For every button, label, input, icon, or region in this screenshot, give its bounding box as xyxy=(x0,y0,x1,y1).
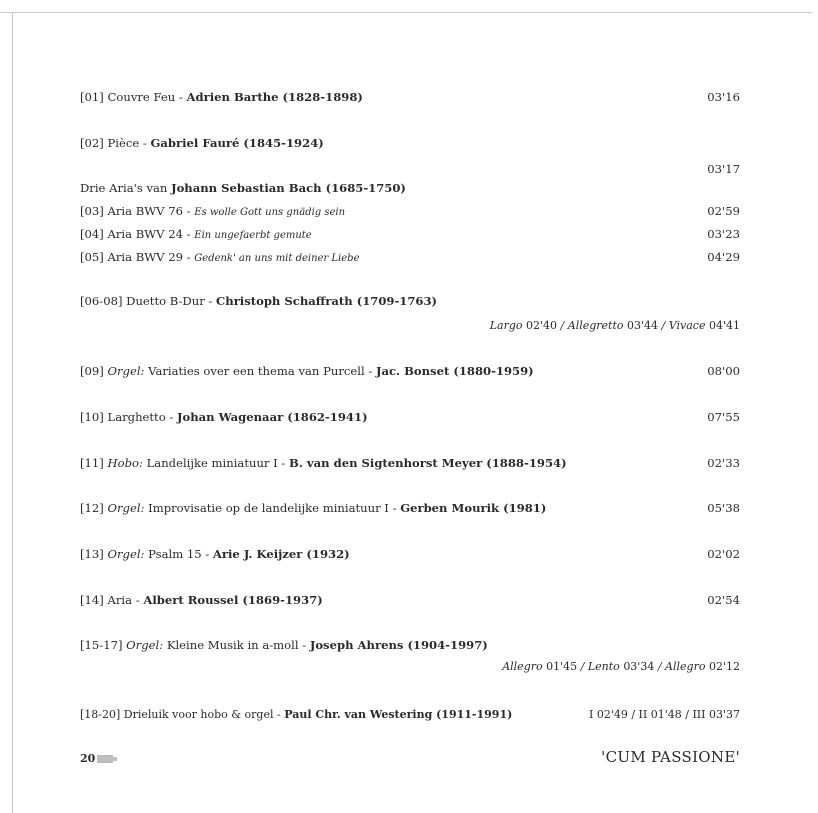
track-row xyxy=(80,593,740,607)
track-number: [02] xyxy=(80,136,104,150)
track-duration: 03'16 xyxy=(707,90,740,104)
track-instrument: Hobo: xyxy=(107,456,143,470)
track-title: Aria BWV 24 - xyxy=(107,227,195,241)
track-row xyxy=(80,410,740,424)
track-duration: 02'02 xyxy=(707,547,740,561)
track-number: [12] xyxy=(80,501,104,515)
track-title: Aria - xyxy=(107,593,144,607)
track-duration: 08'00 xyxy=(707,364,740,378)
movement-name: Allegretto xyxy=(567,319,624,332)
movement-list: Largo 02'40 / Allegretto 03'44 / Vivace 04'41 xyxy=(489,319,740,332)
track-row xyxy=(80,90,740,104)
track-duration: 04'29 xyxy=(707,250,740,264)
track-row xyxy=(80,227,740,243)
track-title: Variaties over een thema van Purcell - xyxy=(148,364,376,378)
track-number: [13] xyxy=(80,547,104,561)
section-intro-composer: Johann Sebastian Bach (1685-1750) xyxy=(171,181,406,195)
track-number: [09] xyxy=(80,364,104,378)
track-composer: Paul Chr. van Westering (1911-1991) xyxy=(284,708,513,721)
track-subtitle: Ein ungefaerbt gemute xyxy=(194,230,312,241)
movement-duration: 03'34 xyxy=(623,660,655,673)
track-row xyxy=(80,294,740,308)
track-composer: Albert Roussel (1869-1937) xyxy=(143,593,323,607)
track-duration: 03'23 xyxy=(707,227,740,241)
track-row xyxy=(80,136,740,150)
track-row xyxy=(80,708,740,722)
movement-name: Largo xyxy=(489,319,523,332)
track-row xyxy=(80,547,740,561)
movement-duration: 03'44 xyxy=(627,319,659,332)
track-composer: Johan Wagenaar (1862-1941) xyxy=(177,410,368,424)
page-number xyxy=(80,752,119,765)
track-composer: Gerben Mourik (1981) xyxy=(400,501,547,515)
track-row xyxy=(80,250,740,266)
movement-name: Allegro xyxy=(665,660,706,673)
track-number: [15-17] xyxy=(80,638,123,652)
staff-lines-icon xyxy=(97,754,119,764)
movement-duration: 04'41 xyxy=(708,319,740,332)
track-instrument: Orgel: xyxy=(107,547,145,561)
album-title: 'CUM PASSIONE' xyxy=(601,748,740,766)
track-number: [11] xyxy=(80,456,104,470)
track-instrument: Orgel: xyxy=(107,501,145,515)
track-title: Aria BWV 29 - xyxy=(107,250,195,264)
track-duration: I 02'49 / II 01'48 / III 03'37 xyxy=(588,708,740,721)
track-row xyxy=(80,501,740,515)
track-composer: Gabriel Fauré (1845-1924) xyxy=(150,136,324,150)
track-row xyxy=(80,364,740,378)
track-number: [03] xyxy=(80,204,104,218)
track-instrument: Orgel: xyxy=(107,364,145,378)
movement-duration: 02'12 xyxy=(708,660,740,673)
track-title: Drieluik voor hobo & orgel - xyxy=(123,708,285,721)
track-composer: Jac. Bonset (1880-1959) xyxy=(375,364,534,378)
track-title: Kleine Musik in a-moll - xyxy=(166,638,310,652)
track-number: [10] xyxy=(80,410,104,424)
track-number: [06-08] xyxy=(80,294,123,308)
track-composer: Joseph Ahrens (1904-1997) xyxy=(309,638,488,652)
movement-name: Vivace xyxy=(668,319,706,332)
page-border-top xyxy=(0,12,812,13)
track-composer: Arie J. Keijzer (1932) xyxy=(212,547,350,561)
page-border-left xyxy=(12,12,13,813)
track-title: Pièce - xyxy=(107,136,151,150)
track-duration-row xyxy=(80,162,740,176)
track-duration: 02'54 xyxy=(707,593,740,607)
track-duration: 05'38 xyxy=(707,501,740,515)
movement-name: Allegro xyxy=(502,660,543,673)
section-intro-text: Drie Aria's van xyxy=(80,181,172,195)
track-instrument: Orgel: xyxy=(126,638,164,652)
section-intro xyxy=(80,181,740,195)
track-number: [14] xyxy=(80,593,104,607)
page-number-text: 20 xyxy=(80,752,96,765)
track-number: [01] xyxy=(80,90,104,104)
track-duration: 02'33 xyxy=(707,456,740,470)
track-composer: Adrien Barthe (1828-1898) xyxy=(186,90,363,104)
track-number: [04] xyxy=(80,227,104,241)
track-title: Psalm 15 - xyxy=(148,547,213,561)
track-subtitle: Es wolle Gott uns gnädig sein xyxy=(194,207,346,218)
track-duration: 07'55 xyxy=(707,410,740,424)
track-title: Duetto B-Dur - xyxy=(126,294,217,308)
track-title: Landelijke miniatuur I - xyxy=(146,456,290,470)
movement-name: Lento xyxy=(587,660,620,673)
track-title: Improvisatie op de landelijke miniatuur I - xyxy=(148,501,401,515)
track-row xyxy=(80,456,740,470)
movement-list: Allegro 01'45 / Lento 03'34 / Allegro 02'12 xyxy=(502,660,740,673)
track-number: [05] xyxy=(80,250,104,264)
track-duration: 03'17 xyxy=(707,162,740,176)
track-row xyxy=(80,204,740,220)
track-subtitle: Gedenk' an uns mit deiner Liebe xyxy=(194,253,360,264)
track-composer: B. van den Sigtenhorst Meyer (1888-1954) xyxy=(289,456,567,470)
track-row xyxy=(80,638,740,652)
track-number: [18-20] xyxy=(80,708,121,721)
track-duration: 02'59 xyxy=(707,204,740,218)
movement-duration: 01'45 xyxy=(546,660,578,673)
track-title: Larghetto - xyxy=(107,410,177,424)
movement-duration: 02'40 xyxy=(526,319,558,332)
track-title: Couvre Feu - xyxy=(107,90,187,104)
track-title: Aria BWV 76 - xyxy=(107,204,195,218)
track-composer: Christoph Schaffrath (1709-1763) xyxy=(216,294,438,308)
